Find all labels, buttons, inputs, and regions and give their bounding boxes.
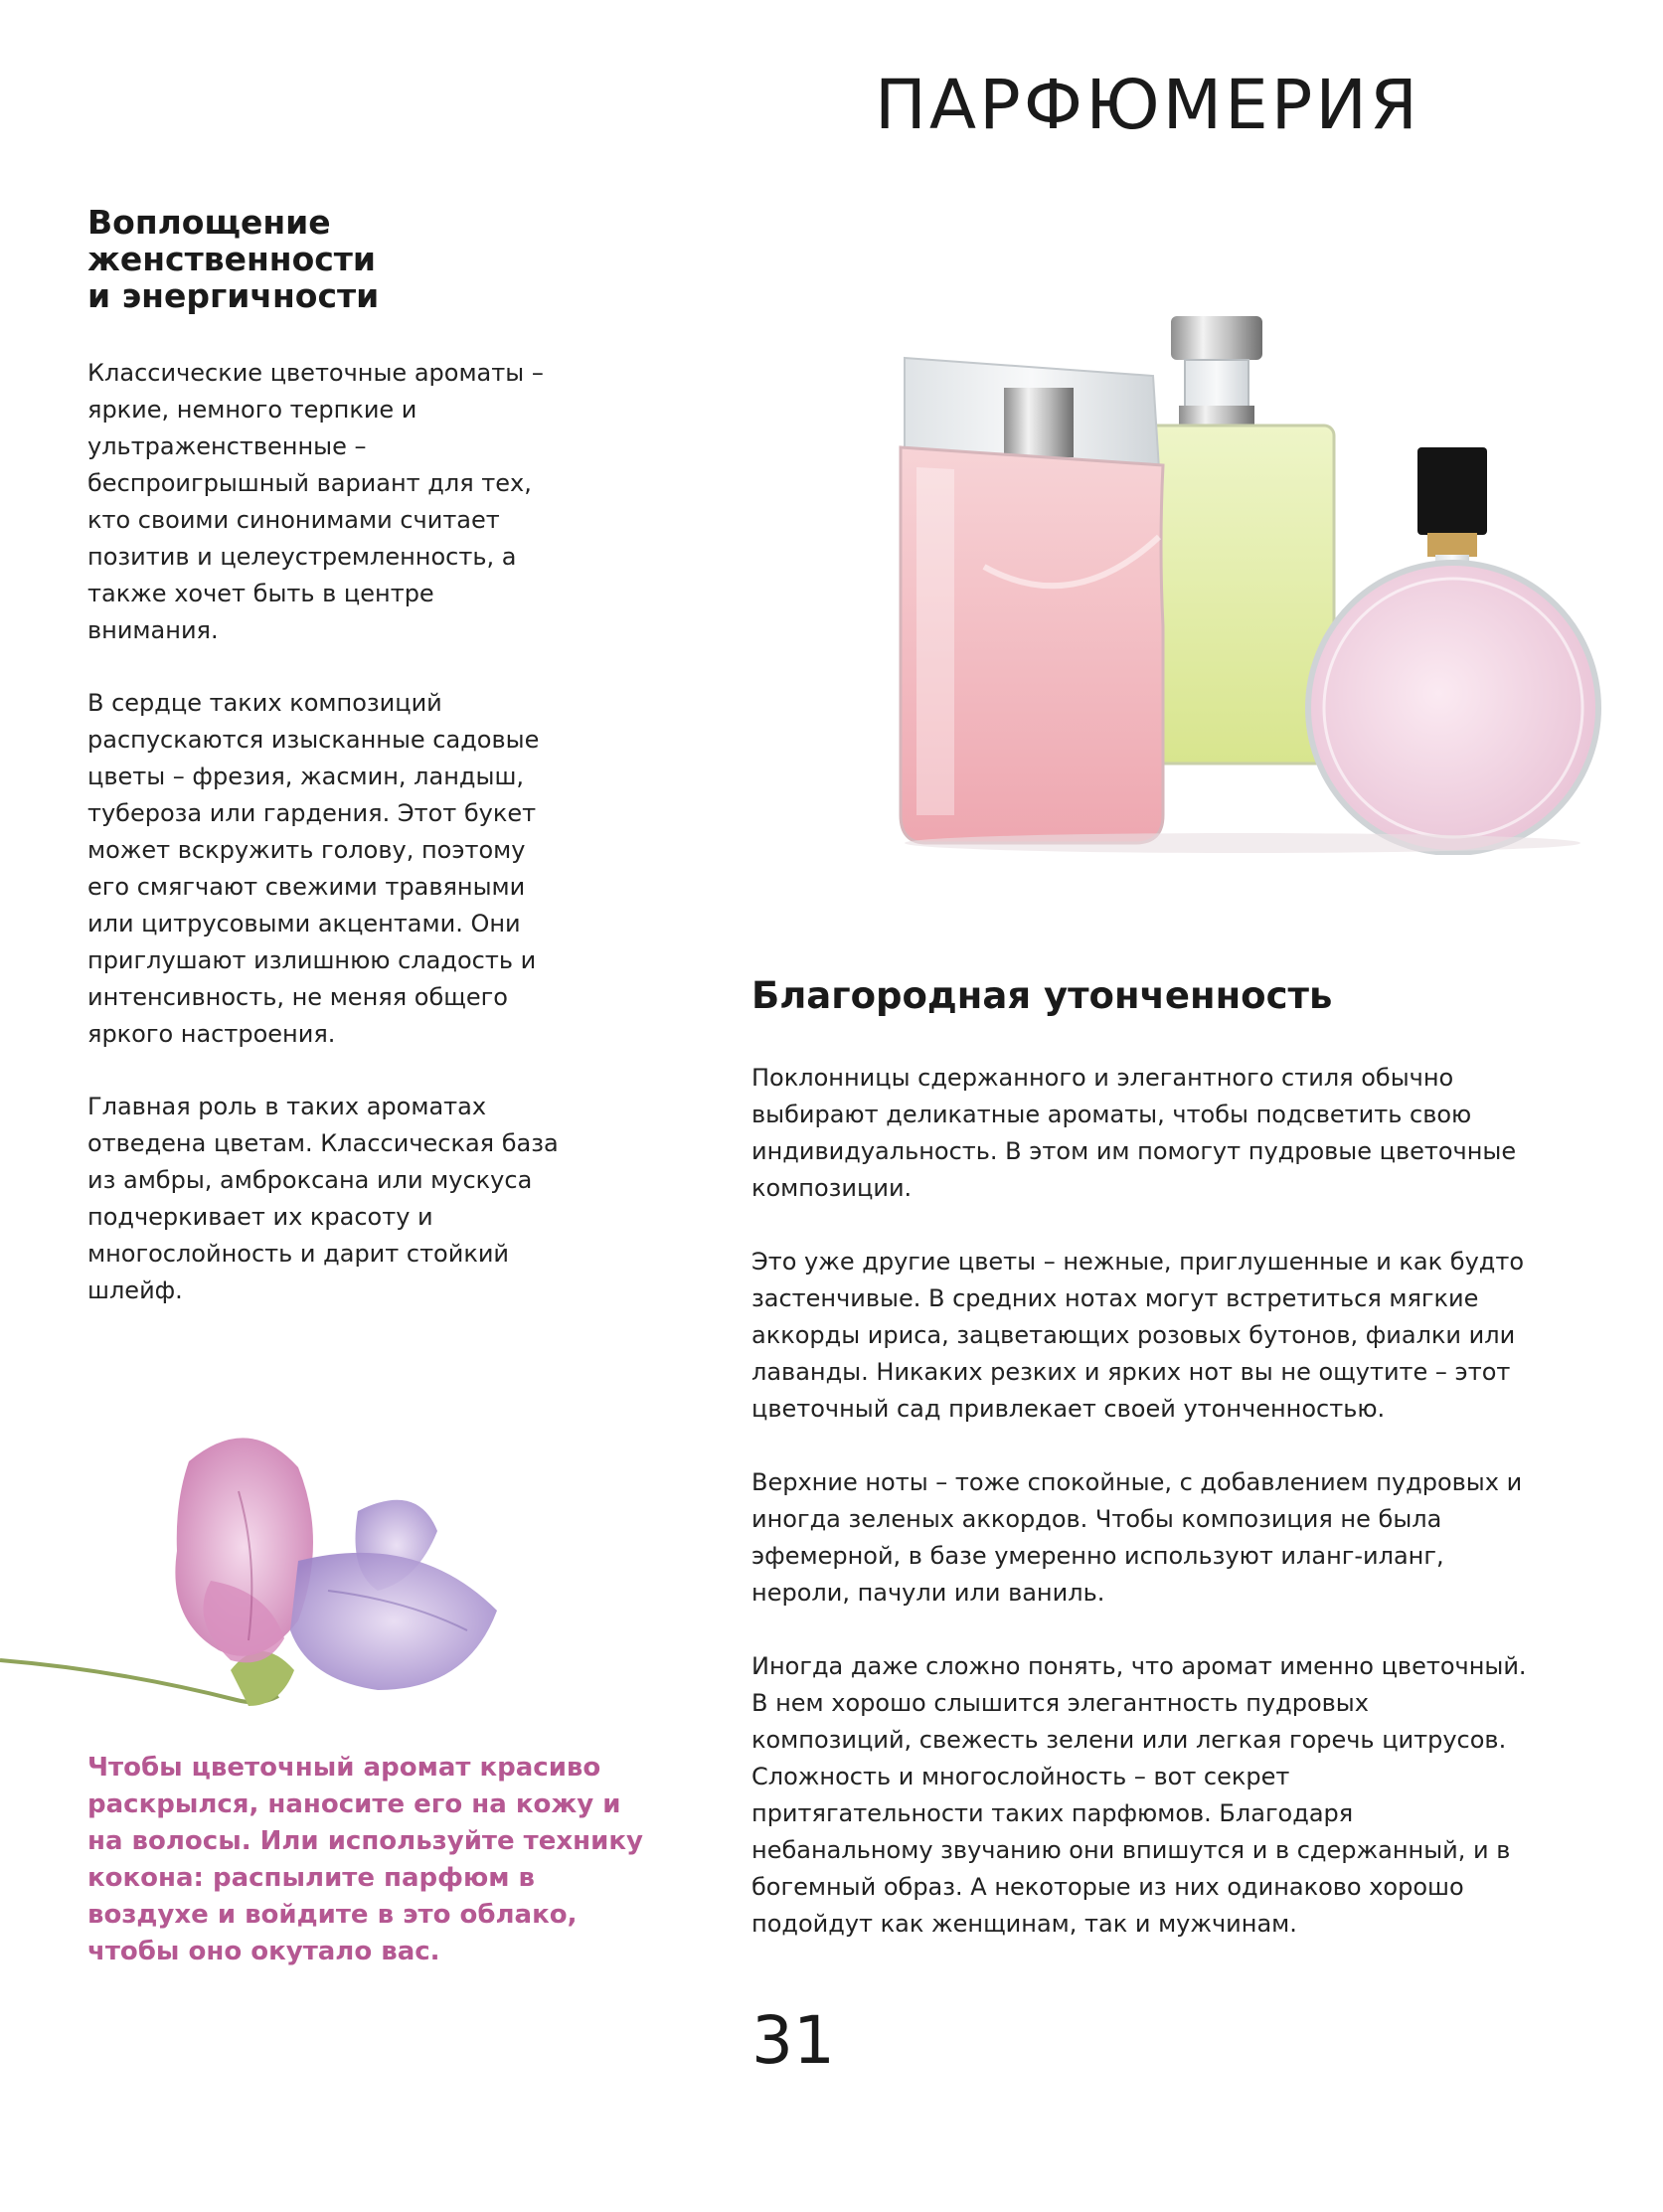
left-body — [87, 355, 565, 1345]
right-heading: Благородная утонченность — [751, 974, 1333, 1017]
section-title: ПАРФЮМЕРИЯ — [875, 66, 1420, 145]
green-bottle-collar — [1179, 406, 1254, 425]
sweet-pea-flower-image — [0, 1372, 676, 1750]
left-heading-line-3: и энергичности — [87, 276, 380, 315]
green-bottle-cap — [1171, 316, 1262, 360]
flower-lilac-petal-large — [290, 1553, 497, 1690]
green-bottle-neck — [1185, 360, 1248, 414]
perfume-bottles-image — [865, 298, 1620, 855]
left-paragraph-1: Классические цветочные ароматы – яркие, немного терпкие и ультраженственные – беспроигрышный вариант для тех, кто своими синонимами считает позитив и целеустремленность, а также хочет быть в центре внимания. — [87, 359, 544, 644]
page-number: 31 — [751, 2002, 835, 2079]
right-paragraph-2: Это уже другие цветы – нежные, приглушенные и как будто застенчивые. В средних нотах могут встретиться мягкие аккорды ириса, зацветающих розовых бутонов, фиалки или лаванды. Никаких резких и ярких нот вы не ощутите – этот цветочный сад привлекает своей утонченностью. — [751, 1248, 1525, 1423]
round-bottle-collar — [1427, 533, 1477, 557]
right-paragraph-3: Верхние ноты – тоже спокойные, с добавлением пудровых и иногда зеленых аккордов. Чтобы композиция не была эфемерной, в базе умеренно используют иланг-иланг, нероли, пачули или ваниль. — [751, 1468, 1523, 1607]
round-bottle-cap — [1417, 447, 1487, 535]
left-heading-line-2: женственности — [87, 240, 377, 278]
round-bottle-body — [1308, 563, 1598, 853]
right-paragraph-4: Иногда даже сложно понять, что аромат именно цветочный. В нем хорошо слышится элегантность пудровых композиций, свежесть зелени или легкая горечь цитрусов. Сложность и многослойность – вот секрет притягательности таких парфюмов. Благодаря небанальному звучанию они впишутся и в сдержанный, и в богемный образ. А некоторые из них одинаково хорошо подойдут как женщинам, так и мужчинам. — [751, 1652, 1527, 1938]
pink-bottle-reflection — [916, 467, 954, 815]
left-column — [87, 204, 584, 314]
left-paragraph-2: В сердце таких композиций распускаются изысканные садовые цветы – фрезия, жасмин, ландыш, тубероза или гардения. Этот букет может вскружить голову, поэтому его смягчают свежими травяными или цитрусовыми акцентами. Они приглушают излишнюю сладость и интенсивность, не меняя общего яркого настроения. — [87, 689, 540, 1048]
right-column — [751, 974, 1527, 1979]
left-heading — [87, 204, 584, 314]
left-paragraph-3: Главная роль в таких ароматах отведена цветам. Классическая база из амбры, амброксана или мускуса подчеркивает их красоту и многослойность и дарит стойкий шлейф. — [87, 1093, 559, 1304]
right-paragraph-1: Поклонницы сдержанного и элегантного стиля обычно выбирают деликатные ароматы, чтобы подсветить свою индивидуальность. В этом им помогут пудровые цветочные композиции. — [751, 1064, 1517, 1202]
tip-callout: Чтобы цветочный аромат красиво раскрылся, наносите его на кожу и на волосы. Или используйте технику кокона: распылите парфюм в воздухе и войдите в это облако, чтобы оно окутало вас. — [87, 1753, 643, 1966]
pink-bottle-sprayer — [1004, 388, 1074, 457]
bottles-shadow — [905, 833, 1580, 853]
left-heading-line-1: Воплощение — [87, 203, 331, 242]
